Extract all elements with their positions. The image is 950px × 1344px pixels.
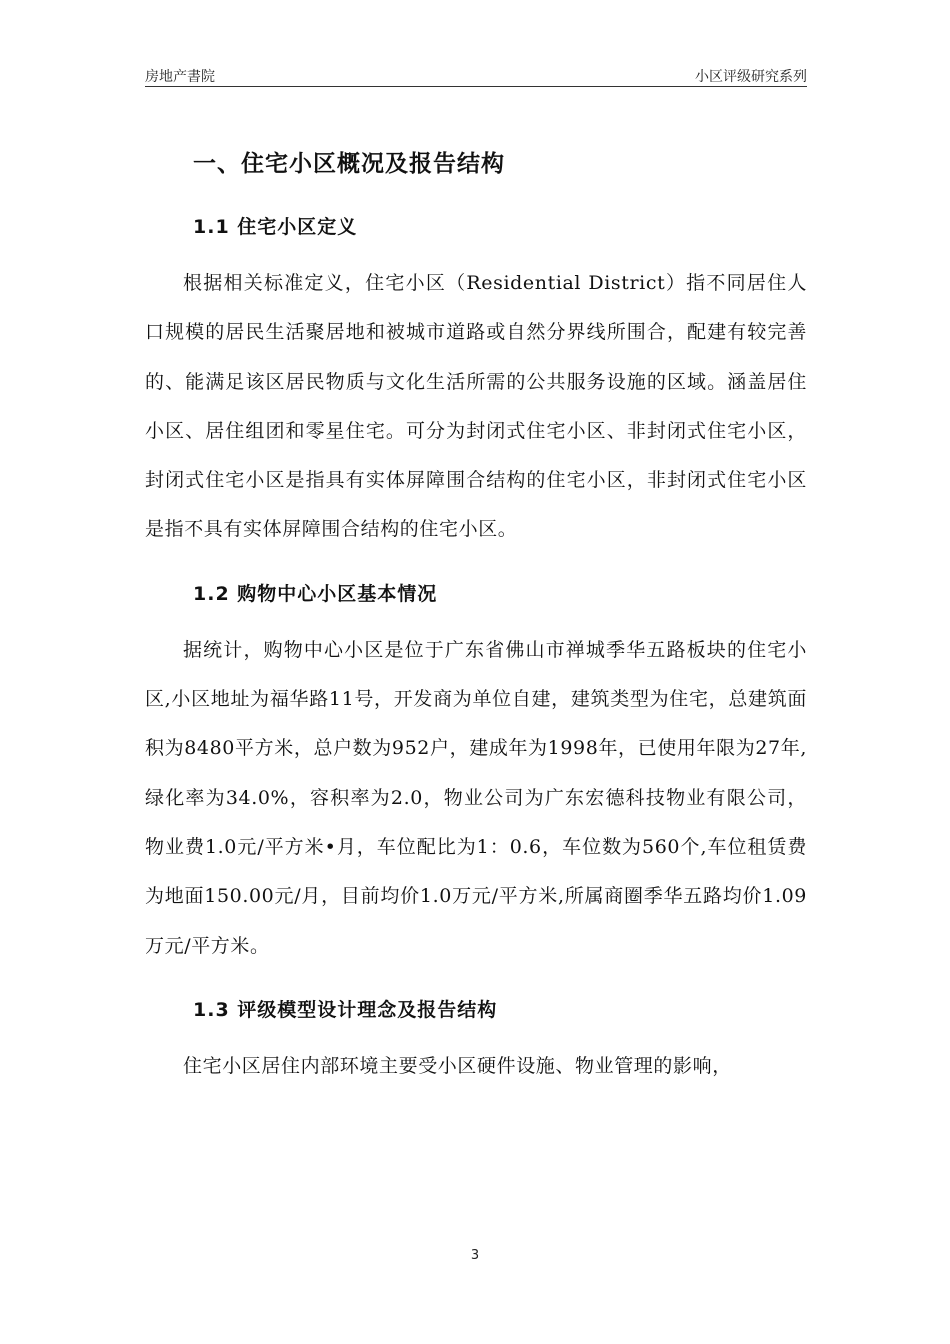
- header-series-title: 小区评级研究系列: [695, 69, 807, 85]
- header-publisher: 房地产書院: [145, 69, 215, 85]
- section-title-1-3: 1.3 评级模型设计理念及报告结构: [193, 998, 498, 1021]
- chapter-title: 一、住宅小区概况及报告结构: [193, 151, 505, 177]
- page-number: 3: [470, 1248, 480, 1263]
- section-paragraph-1-1: 根据相关标准定义，住宅小区（Residential District）指不同居住人口规模的居民生活聚居地和被城市道路或自然分界线所围合，配建有较完善的、能满足该区居民物质与文化生活所需的公共服务设施的区域。涵盖居住小区、居住组团和零星住宅。可分为封闭式住宅小区、非封闭式住宅小区，封闭式住宅小区是指具有实体屏障围合结构的住宅小区，非封闭式住宅小区是指不具有实体屏障围合结构的住宅小区。: [145, 272, 807, 541]
- section-paragraph-1-2: 据统计，购物中心小区是位于广东省佛山市禅城季华五路板块的住宅小区,小区地址为福华路11号，开发商为单位自建，建筑类型为住宅，总建筑面积为8480平方米，总户数为952户，建成年为1998年，已使用年限为27年,绿化率为34.0%，容积率为2.0，物业公司为广东宏德科技物业有限公司，物业费1.0元/平方米•月，车位配比为1：0.6，车位数为560个,车位租赁费为地面150.00元/月，目前均价1.0万元/平方米,所属商圈季华五路均价1.09万元/平方米。: [145, 638, 807, 957]
- page-header: [145, 64, 807, 87]
- section-title-1-2: 1.2 购物中心小区基本情况: [193, 582, 438, 605]
- section-paragraph-1-3: 住宅小区居住内部环境主要受小区硬件设施、物业管理的影响，: [183, 1054, 732, 1077]
- document-body: [145, 138, 807, 1091]
- section-title-1-1: 1.1 住宅小区定义: [193, 216, 358, 238]
